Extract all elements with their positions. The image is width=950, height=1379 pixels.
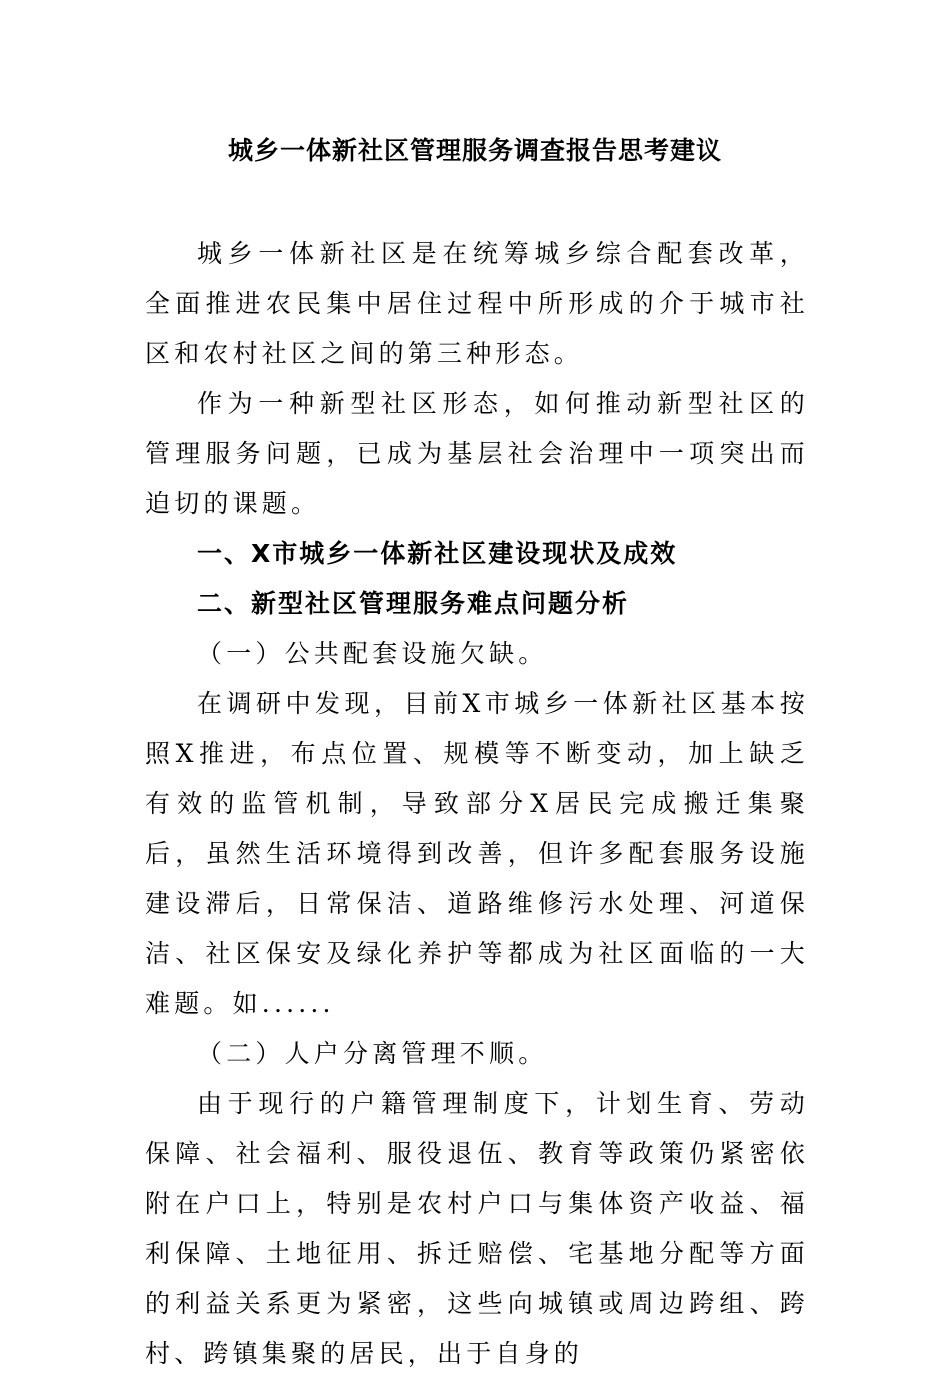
document-body [145, 229, 809, 1379]
paragraph-background: 作为一种新型社区形态，如何推动新型社区的管理服务问题，已成为基层社会治理中一项突出而迫切的课题。 [145, 389, 809, 518]
paragraph-household: 由于现行的户籍管理制度下，计划生育、劳动保障、社会福利、服役退伍、教育等政策仍紧密依附在户口上，特别是农村户口与集体资产收益、福利保障、土地征用、拆迁赔偿、宅基地分配等方面的利益关系更为紧密，这些向城镇或周边跨组、跨村、跨镇集聚的居民，出于自身的 [145, 1089, 809, 1368]
document-title: 城乡一体新社区管理服务调查报告思考建议 [227, 136, 722, 165]
section-heading-1: 一、X市城乡一体新社区建设现状及成效 [197, 539, 678, 568]
section-heading-2: 二、新型社区管理服务难点问题分析 [197, 589, 630, 618]
subsection-heading-2: （二）人户分离管理不顺。 [197, 1039, 548, 1068]
paragraph-facilities: 在调研中发现，目前X市城乡一体新社区基本按照X推进，布点位置、规模等不断变动，加上缺乏有效的监管机制，导致部分X居民完成搬迁集聚后，虽然生活环境得到改善，但许多配套服务设施建设滞后，日常保洁、道路维修污水处理、河道保洁、社区保安及绿化养护等都成为社区面临的一大难题。如...... [145, 689, 809, 1018]
paragraph-intro: 城乡一体新社区是在统筹城乡综合配套改革，全面推进农民集中居住过程中所形成的介于城市社区和农村社区之间的第三种形态。 [145, 239, 809, 368]
subsection-heading-1: （一）公共配套设施欠缺。 [197, 639, 548, 668]
